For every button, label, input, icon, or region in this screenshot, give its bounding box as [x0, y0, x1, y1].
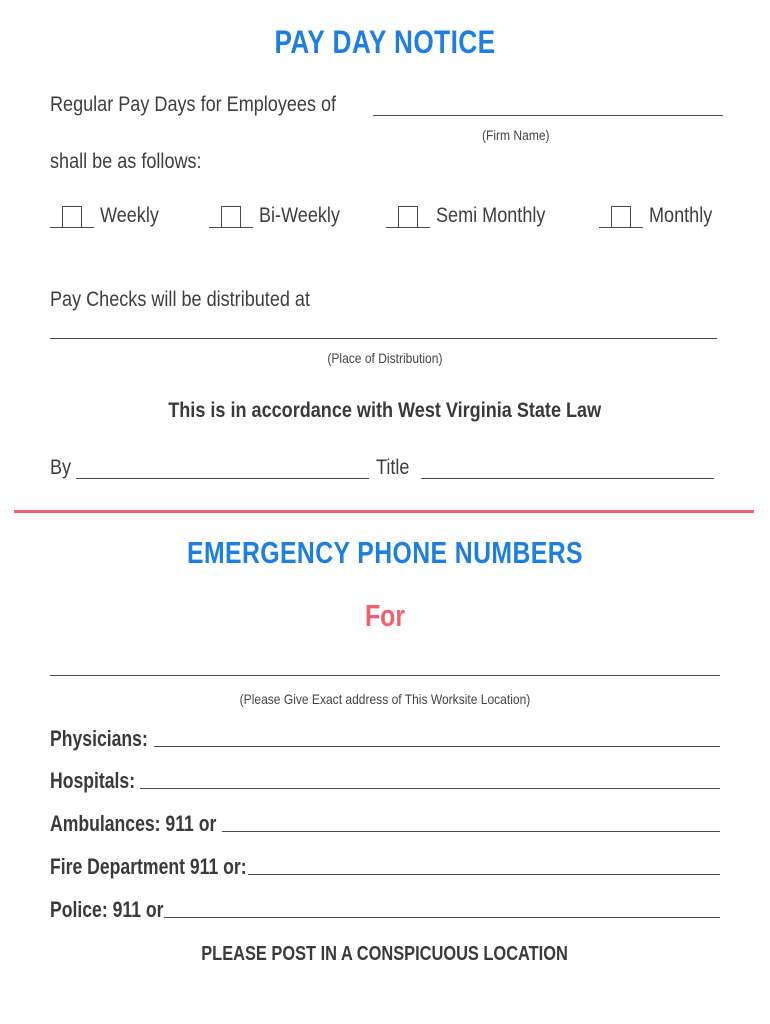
- place-caption: (Place of Distribution): [327, 350, 443, 366]
- physicians-row: [50, 726, 720, 752]
- option-label: Bi-Weekly: [259, 204, 340, 227]
- field-label: Ambulances: 911 or: [50, 811, 217, 836]
- firm-name-caption: (Firm Name): [482, 127, 550, 143]
- option-label: Monthly: [649, 204, 713, 227]
- option-blank: [82, 205, 94, 228]
- option-weekly[interactable]: [50, 204, 168, 228]
- hospitals-field[interactable]: [140, 788, 720, 789]
- follows-label: shall be as follows:: [50, 150, 202, 173]
- fire-department-row: [50, 854, 720, 880]
- option-blank: [386, 205, 398, 228]
- emergency-title: EMERGENCY PHONE NUMBERS: [187, 535, 583, 570]
- police-row: [50, 897, 720, 923]
- option-blank: [599, 205, 611, 228]
- weekly-checkbox[interactable]: [62, 206, 82, 228]
- distributed-label: Pay Checks will be distributed at: [50, 288, 310, 311]
- fire-department-field[interactable]: [248, 874, 720, 875]
- field-label: Fire Department 911 or:: [50, 854, 247, 879]
- option-semi-monthly[interactable]: [386, 204, 563, 228]
- hospitals-row: [50, 768, 720, 794]
- address-caption: (Please Give Exact address of This Worksite Location): [239, 691, 531, 707]
- by-field[interactable]: [76, 478, 369, 479]
- option-blank: [209, 205, 221, 228]
- field-label: Police: 911 or: [50, 897, 164, 922]
- option-blank: [418, 205, 430, 228]
- place-of-distribution-field[interactable]: [50, 338, 717, 339]
- monthly-checkbox[interactable]: [611, 206, 631, 228]
- section-divider: [14, 510, 754, 513]
- physicians-field[interactable]: [154, 746, 720, 747]
- title-label: Title: [376, 456, 410, 479]
- for-label: For: [365, 598, 405, 633]
- law-statement: This is in accordance with West Virginia State Law: [168, 399, 602, 422]
- option-blank: [241, 205, 253, 228]
- option-monthly[interactable]: [599, 204, 723, 228]
- option-bi-weekly[interactable]: [209, 204, 353, 228]
- post-notice: PLEASE POST IN A CONSPICUOUS LOCATION: [201, 943, 569, 965]
- option-blank: [50, 205, 62, 228]
- worksite-address-field[interactable]: [50, 675, 720, 676]
- by-label: By: [50, 456, 72, 479]
- field-label: Physicians:: [50, 726, 148, 751]
- option-label: Semi Monthly: [436, 204, 546, 227]
- semi-monthly-checkbox[interactable]: [398, 206, 418, 228]
- ambulances-field[interactable]: [222, 831, 720, 832]
- pay-day-title: PAY DAY NOTICE: [274, 24, 496, 60]
- police-field[interactable]: [164, 917, 720, 918]
- option-label: Weekly: [100, 204, 159, 227]
- option-blank: [631, 205, 643, 228]
- title-field[interactable]: [421, 478, 714, 479]
- bi-weekly-checkbox[interactable]: [221, 206, 241, 228]
- employees-label: Regular Pay Days for Employees of: [50, 93, 337, 116]
- ambulances-row: [50, 811, 720, 837]
- field-label: Hospitals:: [50, 768, 136, 793]
- firm-name-field[interactable]: [373, 115, 723, 116]
